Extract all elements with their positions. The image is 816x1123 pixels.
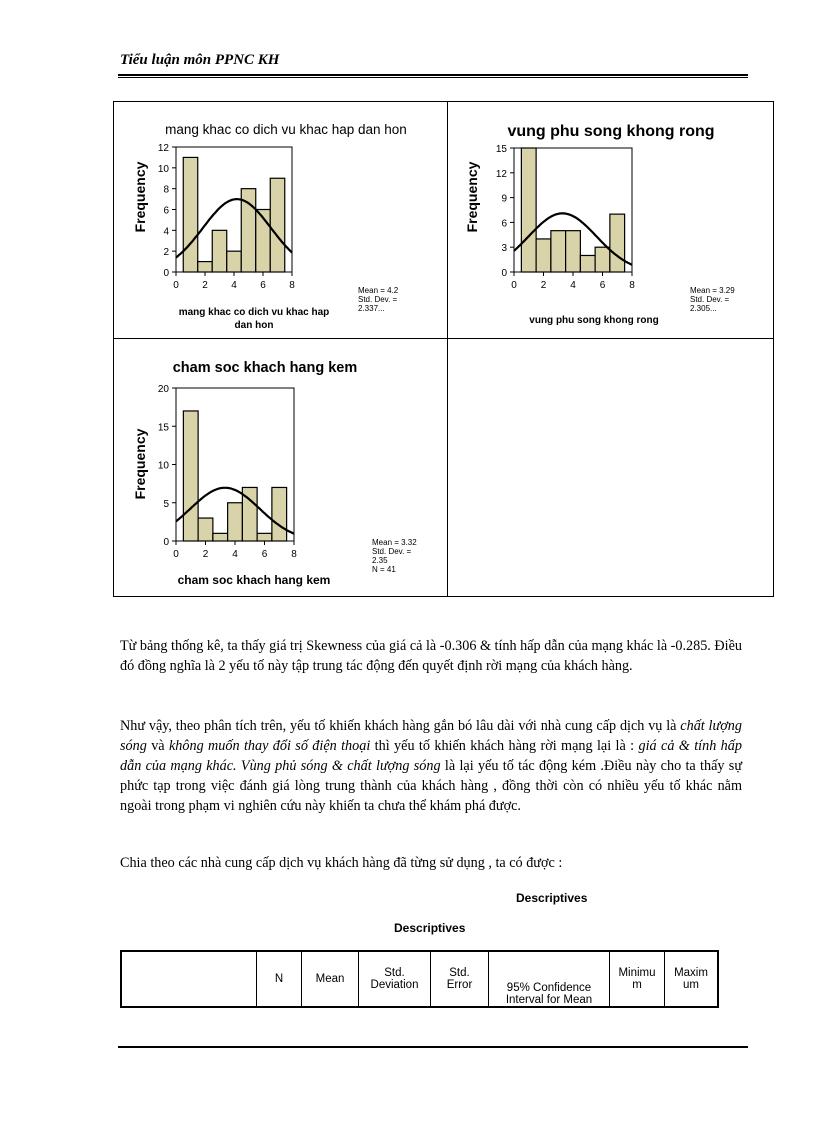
x-tick-label: 8 — [289, 280, 295, 291]
header-n-text: N — [274, 973, 284, 985]
y-tick-label: 15 — [495, 144, 507, 155]
y-tick-label: 0 — [163, 268, 169, 279]
histogram-bar — [610, 214, 625, 272]
header-min-line2: m — [632, 979, 642, 991]
y-tick-label: 15 — [157, 422, 169, 434]
stats-n: N = 41 — [372, 565, 396, 574]
x-axis-label: vung phu song khong rong — [529, 315, 659, 326]
x-tick-label: 4 — [232, 549, 238, 560]
header-err-line2: Error — [446, 979, 473, 991]
header-rule-thin — [118, 77, 748, 78]
y-tick-label: 10 — [157, 163, 169, 175]
paragraph-providers: Chia theo các nhà cung cấp dịch vụ khách hàng đã từng sử dụng , ta có được : — [120, 855, 563, 871]
header-max-line1: Maxim — [674, 967, 708, 979]
y-tick-label: 12 — [495, 168, 507, 180]
paragraph-skewness: Từ bảng thống kê, ta thấy giá trị Skewness của giá cả là -0.306 & tính hấp dẫn của mạng khác là -0.285. Điều đó đồng nghĩa là 2 yếu tố này tập trung tác động đến quyết định rời mạng của khách hàng. — [120, 638, 742, 674]
x-tick-label: 6 — [260, 280, 266, 291]
header-err-line1: Std. — [449, 967, 470, 979]
paragraph-analysis — [120, 716, 742, 816]
y-tick-label: 12 — [157, 143, 169, 154]
page-header-title: Tiểu luận môn PPNC KH — [120, 52, 280, 68]
histogram-bar — [521, 148, 536, 272]
paragraph-analysis-text: Như vậy, theo phân tích trên, yếu tố khiến khách hàng gắn bó lâu dài với nhà cung cấp dịch vụ là — [120, 718, 681, 734]
header-cell-maximum — [665, 951, 719, 1007]
stats-std-value: 2.35 — [372, 556, 388, 565]
header-max-line2: um — [683, 979, 699, 991]
histogram-bar — [228, 503, 243, 541]
y-tick-label: 4 — [163, 226, 169, 238]
chart-title: cham soc khach hang kem — [172, 360, 358, 376]
x-tick-label: 8 — [291, 549, 297, 560]
x-tick-label: 0 — [173, 280, 179, 291]
chart-title: mang khac co dich vu khac hap dan hon — [165, 122, 407, 137]
stats-mean: Mean = 3.29 — [690, 286, 735, 295]
y-axis-label: Frequency — [132, 428, 148, 500]
histogram-chart-1 — [114, 102, 447, 338]
x-tick-label: 6 — [261, 549, 268, 560]
footer-rule — [118, 1046, 748, 1048]
x-tick-label: 6 — [599, 280, 606, 291]
paragraph-analysis-emph: giá cả & tính hấp dẫn của mạng khác. Vùng phủ sóng & chất lượng sóng — [120, 738, 742, 774]
x-tick-label: 2 — [540, 280, 547, 291]
histogram-bar — [551, 231, 566, 272]
y-tick-label: 9 — [501, 193, 507, 205]
stats-mean: Mean = 3.32 — [372, 538, 417, 547]
descriptives-table — [120, 950, 719, 1008]
histogram-grid — [113, 101, 774, 597]
y-tick-label: 3 — [501, 243, 507, 255]
x-tick-label: 2 — [202, 549, 209, 560]
x-axis-label-line2: dan hon — [234, 320, 274, 331]
paragraph-analysis-text: thì yếu tố khiến khách hàng rời mạng lại là : — [370, 738, 639, 754]
chart-title: vung phu song khong rong — [507, 123, 715, 140]
header-cell-mean — [302, 951, 359, 1007]
plot-area — [496, 144, 635, 291]
stats-mean: Mean = 4.2 — [358, 286, 399, 295]
header-mean-text: Mean — [315, 973, 345, 985]
y-tick-label: 8 — [163, 184, 169, 196]
table-header-row — [121, 951, 718, 1007]
header-rule — [118, 74, 748, 76]
header-ci-line2: Interval for Mean — [505, 994, 593, 1006]
plot-area — [158, 143, 295, 291]
histogram-bar — [183, 411, 198, 541]
histogram-bar — [198, 518, 213, 541]
paragraph-analysis-text: là lại yếu tố tác động kém .Điều này cho ta thấy sự phức tạp trong việc đánh giá lòng trung thành của khách hàng , đồng thời còn có nhiều yếu tố khác nằm ngoài trong phạm vi nghiên cứu này khiến ta chưa thể khám phá được. — [120, 758, 743, 814]
x-tick-label: 4 — [231, 280, 237, 291]
histogram-bar — [580, 255, 595, 272]
x-tick-label: 4 — [570, 280, 576, 291]
x-tick-label: 0 — [173, 549, 179, 560]
y-tick-label: 0 — [163, 537, 169, 548]
paragraph-analysis-emph: chất lượng sóng — [120, 718, 742, 754]
x-tick-label: 0 — [511, 280, 517, 291]
histogram-bar — [198, 262, 213, 272]
y-tick-label: 10 — [157, 460, 169, 472]
x-tick-label: 2 — [202, 280, 208, 291]
y-tick-label: 20 — [157, 384, 169, 395]
histogram-bar — [595, 247, 610, 272]
histogram-chart-2 — [448, 102, 775, 338]
plot-area — [158, 384, 297, 560]
paragraph-analysis-text: và — [146, 738, 169, 754]
histogram-bar — [272, 487, 287, 541]
header-cell-std-deviation — [359, 951, 431, 1007]
descriptives-title-inner: Descriptives — [394, 921, 466, 935]
x-axis-label-line1: mang khac co dich vu khac hap — [178, 307, 330, 318]
stats-std-value: 2.337... — [358, 304, 385, 313]
histogram-bar — [213, 533, 228, 541]
y-tick-label: 6 — [501, 218, 507, 230]
stats-std-value: 2.305... — [690, 304, 717, 313]
stats-std-label: Std. Dev. = — [690, 295, 730, 304]
header-cell-confidence-interval — [489, 951, 610, 1007]
header-std-line2: Deviation — [370, 979, 419, 991]
histogram-bar — [257, 533, 272, 541]
header-std-line1: Std. — [384, 967, 405, 979]
y-tick-label: 0 — [501, 268, 507, 279]
histogram-bar — [183, 157, 198, 272]
y-axis-label: Frequency — [132, 161, 148, 233]
x-tick-label: 8 — [629, 280, 635, 291]
x-axis-label: cham soc khach hang kem — [177, 573, 331, 587]
histogram-bar — [566, 231, 581, 272]
y-axis-label: Frequency — [464, 161, 480, 233]
stats-std-label: Std. Dev. = — [358, 295, 398, 304]
header-ci-line1: 95% Confidence — [506, 982, 592, 994]
header-cell-std-error — [431, 951, 489, 1007]
paragraph-analysis-emph: không muốn thay đổi số điện thoại — [168, 738, 371, 754]
header-cell-n — [257, 951, 302, 1007]
y-tick-label: 2 — [163, 247, 169, 259]
histogram-bar — [227, 251, 242, 272]
histogram-bar — [270, 178, 285, 272]
histogram-chart-3 — [114, 339, 447, 598]
header-cell-empty — [121, 951, 257, 1007]
y-tick-label: 5 — [163, 498, 169, 510]
header-cell-minimum — [610, 951, 665, 1007]
stats-std-label: Std. Dev. = — [372, 547, 412, 556]
header-min-line1: Minimu — [618, 967, 656, 979]
descriptives-title-outer: Descriptives — [516, 891, 588, 905]
histogram-bar — [212, 230, 227, 272]
y-tick-label: 6 — [163, 205, 169, 217]
histogram-bar — [536, 239, 551, 272]
